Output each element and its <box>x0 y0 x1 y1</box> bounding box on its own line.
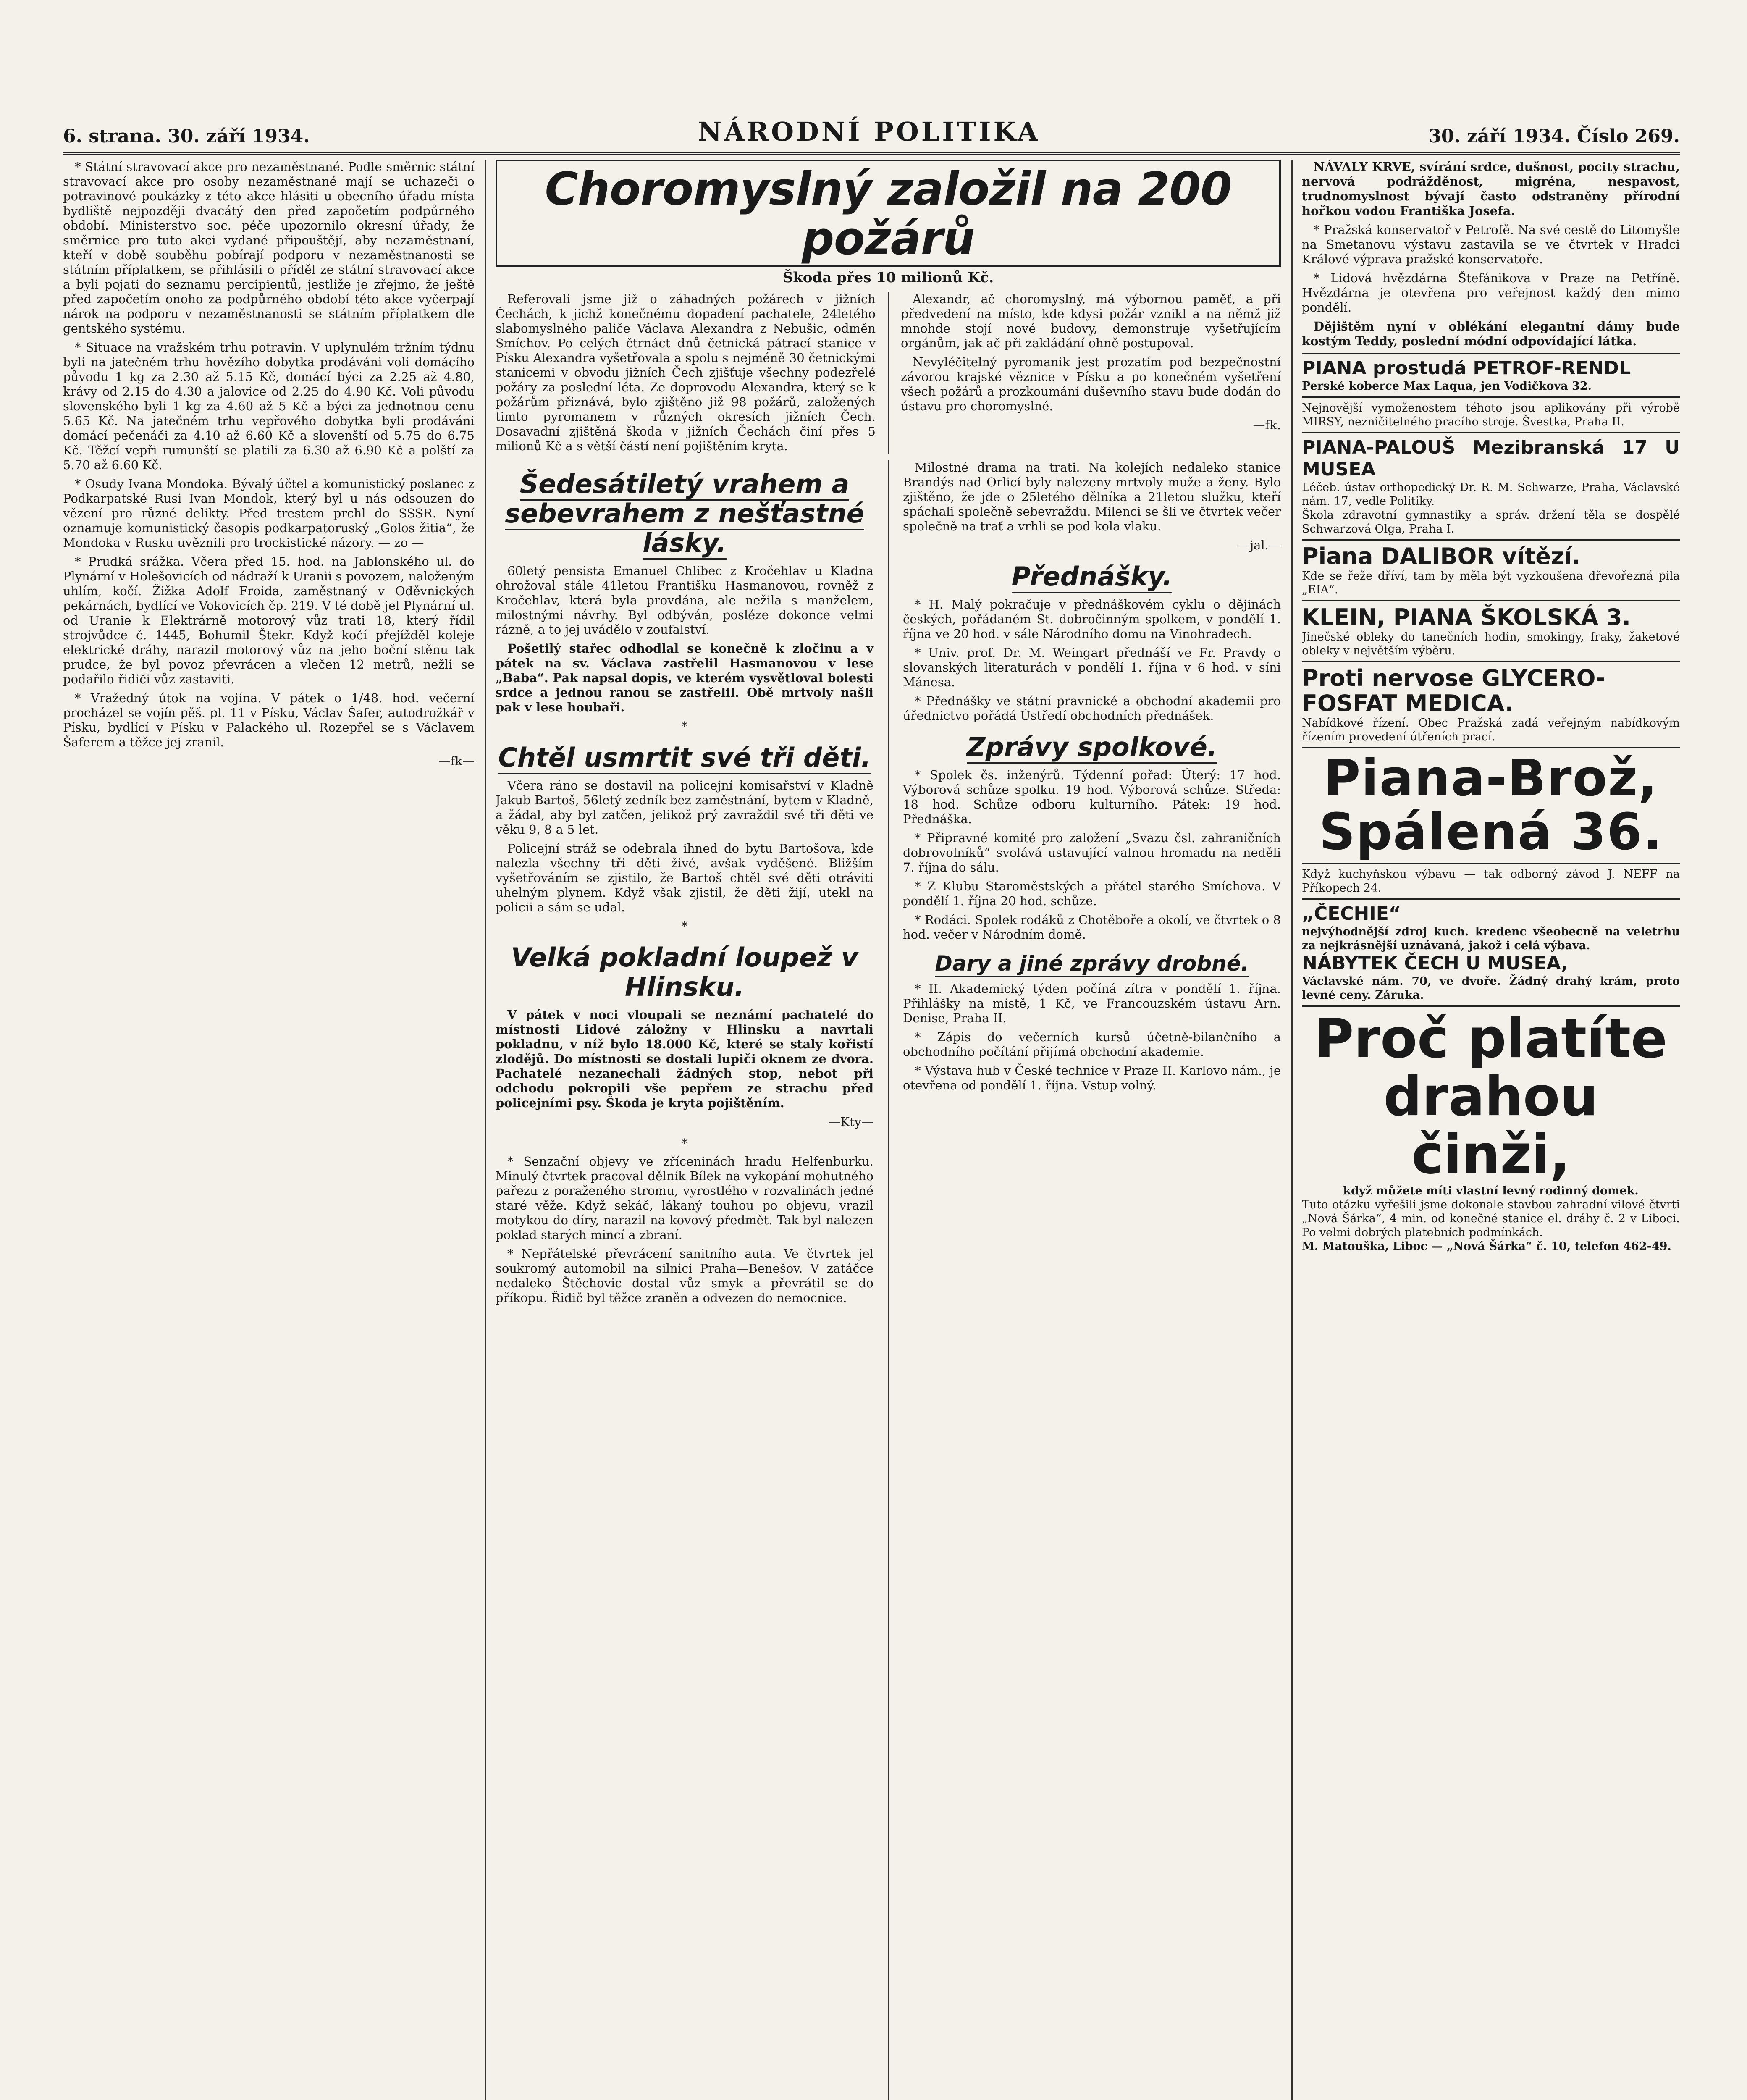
article-paragraph: * Připravné komité pro založení „Svazu čsl. zahraničních dobrovolníků“ svolává ustavující valnou hromadu na neděli 7. října do sálu. <box>903 831 1281 874</box>
article-paragraph: NÁVALY KRVE, svírání srdce, dušnost, pocity strachu, nervová podrážděnost, migréna, nespavost, trudnomyslnost bývají často odstraněny přírodní hořkou vodou Františka Josefa. <box>1302 160 1680 218</box>
advertisement <box>1302 353 1680 396</box>
article-paragraph: Dějištěm nyní v oblékání elegantní dámy bude kostým Teddy, poslední módní odpovídající látka. <box>1302 319 1680 348</box>
article-signature: —Kty— <box>828 1115 874 1129</box>
newspaper-page <box>63 109 1680 2100</box>
advertisement <box>1302 600 1680 661</box>
column-3 <box>903 460 1281 1097</box>
column-1 <box>63 160 475 2100</box>
article-signature: —jal.— <box>1238 538 1281 552</box>
article-paragraph: * Lidová hvězdárna Štefánikova v Praze na Petříně. Hvězdárna je otevřena pro veřejnost každý den mimo pondělí. <box>1302 271 1680 315</box>
article-paragraph: * Osudy Ivana Mondoka. Bývalý účtel a komunistický poslanec z Podkarpatské Rusi Ivan Mondok, který byl u nás odsouzen do vězení pro různé delikty. Před trestem prchl do SSSR. Nyní oznamuje komunistický časopis podkarpatoruský „Golos žitia“, že Mondoka v Rusku uvěznili pro trockistické názory. — zo — <box>63 477 475 550</box>
advertisement <box>1302 396 1680 432</box>
article-signature: —fk. <box>1253 418 1281 432</box>
headline-text: Šedesátiletý vrahem a sebevrahem z nešťastné lásky. <box>505 469 864 560</box>
date-left: 30. září 1934. <box>168 126 310 147</box>
masthead: NÁRODNÍ POLITIKA <box>698 116 1040 147</box>
headline-text: Chtěl usmrtit své tři děti. <box>498 742 871 774</box>
ad-headline: PIANA-PALOUŠ Mezibranská 17 U MUSEA <box>1302 437 1680 480</box>
ad-headline: Piana-Brož, <box>1323 749 1658 808</box>
article-paragraph: * Senzační objevy ve zříceninách hradu Helfenburku. Minulý čtvrtek pracoval dělník Bílek na vykopání mohutného pařezu z poraženého stromu, vyrostlého v rozvalinách jedné staré věže. Když sekáč, lákaný touhou po objevu, vrazil motykou do díry, narazil na kovový předmět. Tak byl nalezen poklad starých mincí a zbraní. <box>496 1154 874 1242</box>
ad-text: Škola zdravotní gymnastiky a správ. držení těla se dospělé Schwarzová Olga, Praha I. <box>1302 509 1680 536</box>
article-paragraph: * Univ. prof. Dr. M. Weingart přednáší ve Fr. Pravdy o slovanských literaturách v pondělí 1. října v 6 hod. v síni Mánesa. <box>903 646 1281 689</box>
separator-star: * <box>681 1136 688 1150</box>
article-paragraph: * Spolek čs. inženýrů. Týdenní pořad: Úterý: 17 hod. Výborová schůze spolku. 19 hod. Výborová schůze. Středa: 18 hod. Schůze odboru kulturního. Pátek: 19 hod. Přednáška. <box>903 768 1281 826</box>
lead-subtitle: Škoda přes 10 milionů Kč. <box>782 269 994 286</box>
article-paragraph: * II. Akademický týden počíná zítra v pondělí 1. října. Přihlášky na místě, 1 Kč, ve Francouzském ústavu Arn. Denise, Praha II. <box>903 982 1281 1025</box>
ad-headline: drahou činži, <box>1383 1066 1598 1186</box>
advertisement <box>1302 898 1680 1005</box>
article-paragraph: Policejní stráž se odebrala ihned do bytu Bartošova, kde nalezla všechny tři děti živé, avšak vyděšené. Bližším vyšetřováním se zjistilo, že Bartoš chtěl své děti otráviti uhelným plynem. Když však zjistil, že děti žijí, utekl na policii a sám se udal. <box>496 841 874 914</box>
headline: Velká pokladní loupež v Hlinsku. <box>511 942 858 1002</box>
article-paragraph: * Rodáci. Spolek rodáků z Chotěboře a okolí, ve čtvrtek o 8 hod. večer v Národním domě. <box>903 913 1281 942</box>
page-label: 6. strana. <box>63 126 161 147</box>
advertisement <box>1302 863 1680 898</box>
section-heading <box>903 951 1281 976</box>
article-paragraph: * H. Malý pokračuje v přednáškovém cyklu o dějinách českých, pořádaném St. dobročinným spolkem, v pondělí 1. října ve 20 hod. v sále Národního domu na Vinohradech. <box>903 597 1281 641</box>
date-right: 30. září 1934. <box>1428 126 1571 147</box>
article-signature: —fk— <box>438 754 475 768</box>
column-rule <box>888 460 889 2100</box>
article-paragraph: * Pražská konservatoř v Petrofě. Na své cestě do Litomyšle na Smetanovu výstavu zastavila se ve čtvrtek v Hradci Králové výprava pražské konservatoře. <box>1302 223 1680 266</box>
section-heading <box>903 732 1281 762</box>
ad-text: Jinečské obleky do tanečních hodin, smokingy, fraky, žaketové obleky v největším výběru. <box>1302 630 1680 657</box>
ad-subtitle: když můžete míti vlastní levný rodinný domek. <box>1343 1184 1639 1197</box>
article-paragraph: * Přednášky ve státní pravnické a obchodní akademii pro úřednictvo pořádá Ústředí obchodních přednášek. <box>903 694 1281 723</box>
ad-headline: NÁBYTEK ČECH U MUSEA, <box>1302 953 1569 974</box>
ad-text: Kde se řeže dříví, tam by měla být vyzkoušena dřevořezná pila „EIA“. <box>1302 570 1680 596</box>
article-paragraph: * Státní stravovací akce pro nezaměstnané. Podle směrnic státní stravovací akce pro osoby nezaměstnané mají se uchazeči o potravinové poukázky z této akce hlásiti u obecního úřadu místa bydliště nejpozději dvacátý den před započetím podpůrného období. Ministerstvo soc. péče upozornilo okresní úřady, že směrnice pro tuto akci vydané připouštějí, aby nezaměstnaní, kteří v době souběhu pobírají podporu v nezaměstnanosti se státním příplatkem, se přihlásili o příděl ze státní stravovací akce a byli pojati do seznamu percipientů, jestliže je zřejmo, že ještě před započetím onoho za podpůrného období této akce vyčerpají nárok na podporu v nezaměstnanosti se státním příplatkem dle gentského systému. <box>63 160 475 336</box>
ad-text: Když kuchyňskou výbavu — tak odborný závod J. NEFF na Příkopech 24. <box>1302 868 1680 895</box>
lower-columns <box>496 460 1281 2100</box>
ad-headline: KLEIN, PIANA ŠKOLSKÁ 3. <box>1302 604 1631 630</box>
ad-text: Perské koberce Max Laqua, jen Vodičkova 32. <box>1302 380 1592 393</box>
header-left <box>63 126 310 147</box>
article-paragraph: * Prudká srážka. Včera před 15. hod. na Jablonského ul. do Plynární v Holešovicích od nádraží k Uranii s povozem, naloženým uhlím, kočí. Žižka Adolf Froida, zaměstnaný v Oděvnických pekárnách, bydlící ve Vokovicích čp. 219. V té době jel Plynární ul. od Uranie k Elektrárně motorový vůz trati 18, který řídil strojvůdce č. 1445, Bohumil Štekr. Když kočí přejížděl koleje elektrické dráhy, narazil motorový vůz na jeho boční stěnu tak prudce, že byl povoz převrácen a vlečen 12 metrů, nežli se podařilo řidiči vůz zastaviti. <box>63 554 475 686</box>
article-paragraph: 60letý pensista Emanuel Chlibec z Kročehlav u Kladna ohrožoval stále 41letou Františku Hasmanovou, rovněž z Kročehlav, která byla provdána, ale nežila s manželem, milostnými návrhy. Byl odbýván, posléze dokonce velmi rázně, a to jej uvádělo v zoufalství. <box>496 564 874 637</box>
article-paragraph: * Zápis do večerních kursů účetně-bilančního a obchodního počítání přijímá obchodní akademie. <box>903 1030 1281 1059</box>
article-paragraph: Alexandr, ač choromyslný, má výbornou paměť, a při předvedení na místo, kde kdysi požár vznikl a na němž již mnohde stojí nové budovy, demonstruje vyšetřujícím orgánům, jak ač při zakládání ohně postupoval. <box>901 292 1281 350</box>
separator-star: * <box>681 719 688 733</box>
ad-text: nejvýhodnější zdroj kuch. kredenc všeobecně na veletrhu za nejkrásnější uznávaná, jakož i celá výbava. <box>1302 925 1680 952</box>
header-right <box>1428 126 1680 147</box>
separator-star: * <box>681 919 688 933</box>
section-heading-text: Přednášky. <box>1012 561 1173 593</box>
article-paragraph: Milostné drama na trati. Na kolejích nedaleko stanice Brandýs nad Orlicí byly nalezeny mrtvoly muže a ženy. Bylo zjištěno, že jde o 25letého dělníka a 21letou služku, kteří spáchali společně sebevraždu. Milenci se šli ve čtvrtek večer společně na trať a vrhli se pod kola vlaku. <box>903 460 1281 533</box>
advertisement <box>1302 432 1680 539</box>
article-paragraph: * Situace na vražském trhu potravin. V uplynulém tržním týdnu byli na jatečném trhu hovězího dobytka prodáváni voli domácího původu 1 kg za 2.30 až 5.15 Kč, domácí býci za 2.25 až 4.80, krávy od 2.15 do 4.30 a jalovice od 2.25 do 4.90 Kč. Voli původu slovenského byli 1 kg za 4.60 až 5 Kč a býci za jednotnou cenu 5.65 Kč. Na jatečném trhu vepřového dobytka byli prodáváni domácí pečenáči za 4.10 až 6.60 Kč a slovenští od 5.75 do 6.75 Kč. Těžcí vepři rumunští se platili za 6.30 až 6.90 Kč a polští za 5.70 až 6.60 Kč. <box>63 340 475 472</box>
article-paragraph: Pošetilý stařec odhodlal se konečně k zločinu a v pátek na sv. Václava zastřelil Hasmanovou v lese „Baba“. Pak napsal dopis, ve kterém vysvětloval bolesti srdce a jednou ranou se zastřelil. Obě mrtvoly našli pak v lese houbaři. <box>496 641 874 714</box>
column-rule <box>1291 160 1293 2100</box>
section-heading-text: Dary a jiné zprávy drobné. <box>935 951 1249 977</box>
ad-text: Léčeb. ústav orthopedický Dr. R. M. Schwarze, Praha, Václavské nám. 17, vedle Politiky. <box>1302 481 1680 508</box>
article-paragraph: Včera ráno se dostavil na policejní komisařství v Kladně Jakub Bartoš, 56letý zedník bez zaměstnání, bytem v Kladně, a žádal, aby byl zatčen, jelikož prý zavraždil své tři děti ve věku 9, 8 a 5 let. <box>496 778 874 837</box>
article-paragraph: V pátek v noci vloupali se neznámí pachatelé do místnosti Lidové záložny v Hlinsku a navrtali pokladnu, v níž bylo 18.000 Kč, které se staly kořistí zlodějů. Do místnosti se dostali lupiči oknem ze dvora. Pachatelé nezanechali žádných stop, nebot při odchodu pokropili vše pepřem ze strachu před policejními psy. Škoda je kryta pojištěním. <box>496 1008 874 1110</box>
advertisement <box>1302 661 1680 747</box>
article-paragraph: * Nepřátelské převrácení sanitního auta. Ve čtvrtek jel soukromý automobil na silnici Praha—Benešov. V zatáčce nedaleko Štěchovic dostal vůz smyk a převrátil se do příkopu. Řidič byl těžce zraněn a odvezen do nemocnice. <box>496 1247 874 1305</box>
ad-headline: FOSFAT MEDICA. <box>1302 690 1514 717</box>
lead-headline: Choromyslný založil na 200 požárů <box>496 160 1281 267</box>
advertisement <box>1302 1005 1680 1257</box>
column-rule <box>485 160 486 2100</box>
article-paragraph: * Výstava hub v České technice v Praze II. Karlovo nám., je otevřena od pondělí 1. října. Vstup volný. <box>903 1063 1281 1092</box>
ad-text: Tuto otázku vyřešili jsme dokonale stavbou zahradní vilové čtvrti „Nová Šárka“, 4 min. od konečné stanice el. dráhy č. 2 v Liboci. Po velmi dobrých platebních podmínkách. <box>1302 1198 1680 1239</box>
ad-headline: Proti nervose GLYCERO- <box>1302 665 1605 691</box>
ad-contact: M. Matouška, Liboc — „Nová Šárka“ č. 10, telefon 462-49. <box>1302 1240 1671 1253</box>
issue-number: Číslo 269. <box>1576 126 1680 147</box>
advertisement <box>1302 747 1680 863</box>
ad-headline: „ČECHIE“ <box>1302 903 1401 924</box>
article-paragraph: Referovali jsme již o záhadných požárech v jižních Čechách, k jichž konečnému dopadení pachatele, 24letého slabomyslného paliče Václava Alexandra z Nebušic, odměn Smíchov. Po celých čtrnáct dnů četnická pátrací stanice v Písku Alexandra vyšetřovala a spolu s nejméně 30 četnickými stanicemi v obvodu jižních Čech zjišťuje všechny podezřelé požáry za poslední léta. Ze doprovodu Alexandra, který se k požárům přiznává, bylo zjištěno již 98 požárů, založených timto pyromanem v různých okresích jižních Čech. Dosavadní zjištěná škoda v jižních Čechách činí přes 5 milionů Kč a s větší částí není pojištěním kryta. <box>496 292 876 453</box>
article-paragraph: Nevyléčitelný pyromanik jest prozatím pod bezpečnostní závorou krajské věznice v Písku a po konečném vyšetření všech požárů a prozkoumání duševního stavu bude dodán do ústavu pro choromyslné. <box>901 355 1281 413</box>
headline <box>496 470 874 558</box>
lead-body <box>496 292 1281 454</box>
lead-article <box>496 160 1281 454</box>
article-paragraph: * Z Klubu Staroměstských a přátel starého Smíchova. V pondělí 1. října 20 hod. schůze. <box>903 879 1281 908</box>
ad-text: Nejnovější vymoženostem téhoto jsou aplikovány při výrobě MIRSY, nezničitelného pracího stroje. Švestka, Praha II. <box>1302 402 1680 428</box>
ad-headline: Spálená 36. <box>1319 803 1663 861</box>
column-2 <box>496 460 874 1310</box>
section-heading <box>903 562 1281 591</box>
column-2-3 <box>496 160 1281 2100</box>
ad-headline: PIANA prostudá PETROF-RENDL <box>1302 357 1631 379</box>
ad-text: Nabídkové řízení. Obec Pražská zadá veřejným nabídkovým řízením provedení útřeních prací. <box>1302 717 1680 743</box>
headline <box>496 743 874 772</box>
ad-headline: Proč platíte <box>1314 1008 1668 1070</box>
column-4 <box>1302 160 1680 2100</box>
ad-headline: Piana DALIBOR vítězí. <box>1302 543 1581 570</box>
ad-text: Václavské nám. 70, ve dvoře. Žádný drahý krám, proto levné ceny. Záruka. <box>1302 975 1680 1002</box>
article-paragraph: * Vražedný útok na vojína. V pátek o 1/48. hod. večerní procházel se vojín pěš. pl. 11 v Písku, Václav Šafer, autodrožkář v Písku, bydlící v Písku v Palackého ul. Rozepřel se s Václavem Šaferem a těžce jej zranil. <box>63 691 475 749</box>
page-header <box>63 109 1680 155</box>
section-heading-text: Zprávy spolkové. <box>967 732 1217 764</box>
advertisement <box>1302 539 1680 600</box>
